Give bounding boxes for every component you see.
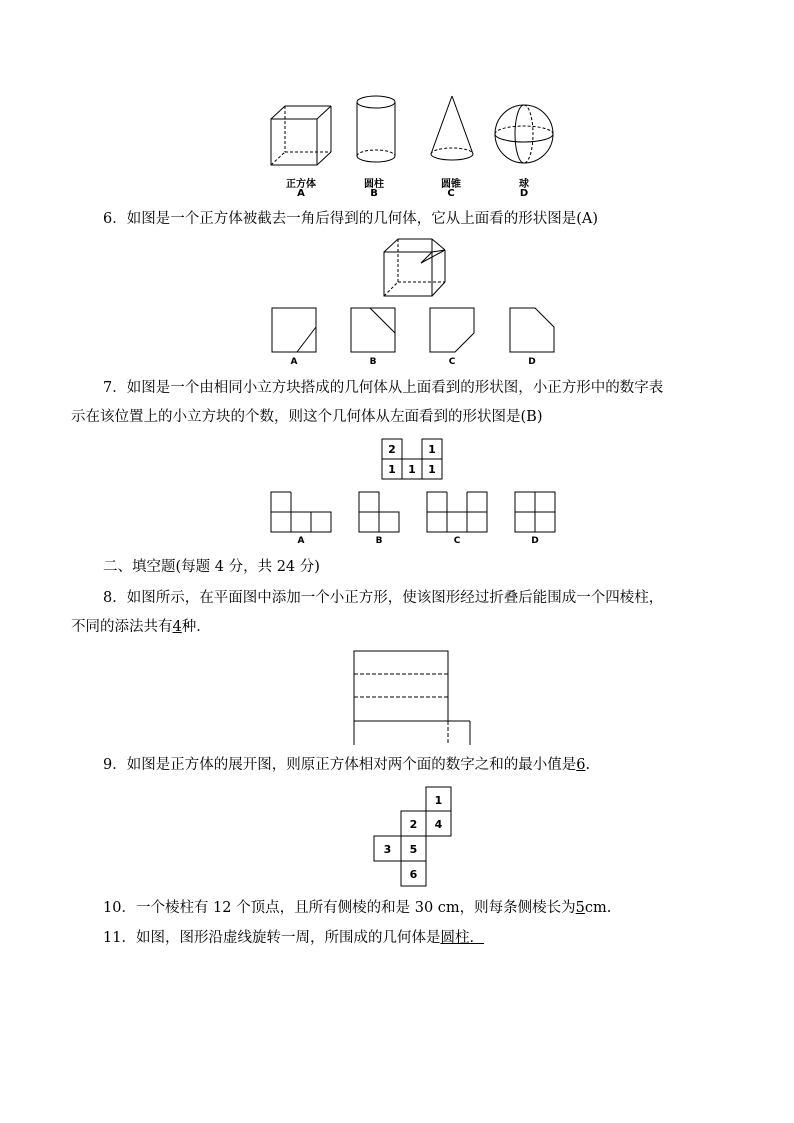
q6-option-a-figure xyxy=(271,307,317,353)
figure-letter-c: C xyxy=(447,188,455,199)
question-8-line-2 xyxy=(71,617,211,637)
question-7-line-2 xyxy=(71,407,542,427)
cube-figure xyxy=(270,105,332,167)
figure-label-cube: 正方体 xyxy=(286,179,316,190)
q7-option-a-label: A xyxy=(297,536,305,546)
q7-grid-top-1: 2 xyxy=(388,443,396,456)
q8-text-after: 种． xyxy=(181,619,211,635)
cone-figure xyxy=(428,95,476,165)
q9-net-2: 2 xyxy=(409,818,418,831)
figure-label-sphere: 球 xyxy=(519,179,529,190)
q10-text-after: cm. xyxy=(584,900,612,916)
truncated-cube-figure xyxy=(383,238,447,298)
q6-text: 6．如图是一个正方体被截去一角后得到的几何体，它从上面看的形状图是 xyxy=(103,211,577,227)
q7-text: 示在该位置上的小立方块的个数，则这个几何体从左面看到的形状图是 xyxy=(71,409,521,425)
q7-option-b-figure xyxy=(358,491,400,533)
q9-answer: 6 xyxy=(576,757,586,773)
q9-net-1: 1 xyxy=(434,794,443,807)
q6-option-c-label: C xyxy=(448,357,456,367)
q9-net-4: 4 xyxy=(434,818,443,831)
q6-option-d-figure xyxy=(509,307,555,353)
q9-cube-net xyxy=(373,786,453,888)
q7-answer: (B) xyxy=(520,409,543,425)
q8-text: 不同的添法共有 xyxy=(71,619,173,635)
question-10 xyxy=(103,898,611,918)
question-11 xyxy=(103,928,484,948)
q8-answer: 4 xyxy=(172,619,182,635)
q6-answer: (A) xyxy=(576,211,599,227)
figure-letter-a: A xyxy=(297,188,305,199)
q9-net-6: 6 xyxy=(409,868,418,881)
figure-letter-b: B xyxy=(370,188,378,199)
q9-text: 9．如图是正方体的展开图，则原正方体相对两个面的数字之和的最小值是 xyxy=(103,757,577,773)
question-7-line-1: 7．如图是一个由相同小立方块搭成的几何体从上面看到的形状图，小正方形中的数字表 xyxy=(103,380,664,396)
q11-text: 11．如图，图形沿虚线旋转一周，所围成的几何体是 xyxy=(103,930,441,946)
q7-option-d-figure xyxy=(514,491,556,533)
figure-label-cylinder: 圆柱 xyxy=(364,179,384,190)
q6-option-b-label: B xyxy=(369,357,377,367)
q7-grid-bottom-2: 1 xyxy=(408,463,416,476)
q7-option-c-figure xyxy=(426,491,488,533)
q7-option-d-label: D xyxy=(531,536,539,546)
q7-grid-top-3: 1 xyxy=(428,443,436,456)
figure-label-cone: 圆锥 xyxy=(441,179,461,190)
q9-net-5: 5 xyxy=(409,843,418,856)
q9-text-after: . xyxy=(585,757,591,773)
sphere-figure xyxy=(493,103,555,165)
q6-option-a-label: A xyxy=(290,357,298,367)
q7-option-a-figure xyxy=(270,491,332,533)
q6-option-d-label: D xyxy=(528,357,536,367)
question-6 xyxy=(103,209,598,229)
q6-option-b-figure xyxy=(350,307,396,353)
question-8-line-1: 8．如图所示，在平面图中添加一个小正方形，使该图形经过折叠后能围成一个四棱柱， xyxy=(103,590,664,606)
question-9 xyxy=(103,755,590,775)
q8-net-figure xyxy=(353,650,473,746)
q10-text: 10．一个棱柱有 12 个顶点，且所有侧棱的和是 30 cm，则每条侧棱长为 xyxy=(103,900,576,916)
q7-grid-bottom-1: 1 xyxy=(388,463,396,476)
q11-answer: 圆柱． xyxy=(440,930,484,946)
q7-option-c-label: C xyxy=(453,536,461,546)
q6-option-c-figure xyxy=(429,307,475,353)
cylinder-figure xyxy=(355,95,397,165)
figure-letter-d: D xyxy=(519,188,529,199)
q10-answer: 5 xyxy=(575,900,585,916)
q7-option-b-label: B xyxy=(375,536,383,546)
section-2-heading: 二、填空题(每题 4 分，共 24 分) xyxy=(103,559,320,575)
q9-net-3: 3 xyxy=(383,843,392,856)
q7-grid-bottom-3: 1 xyxy=(428,463,436,476)
q7-top-view-grid xyxy=(381,438,445,480)
